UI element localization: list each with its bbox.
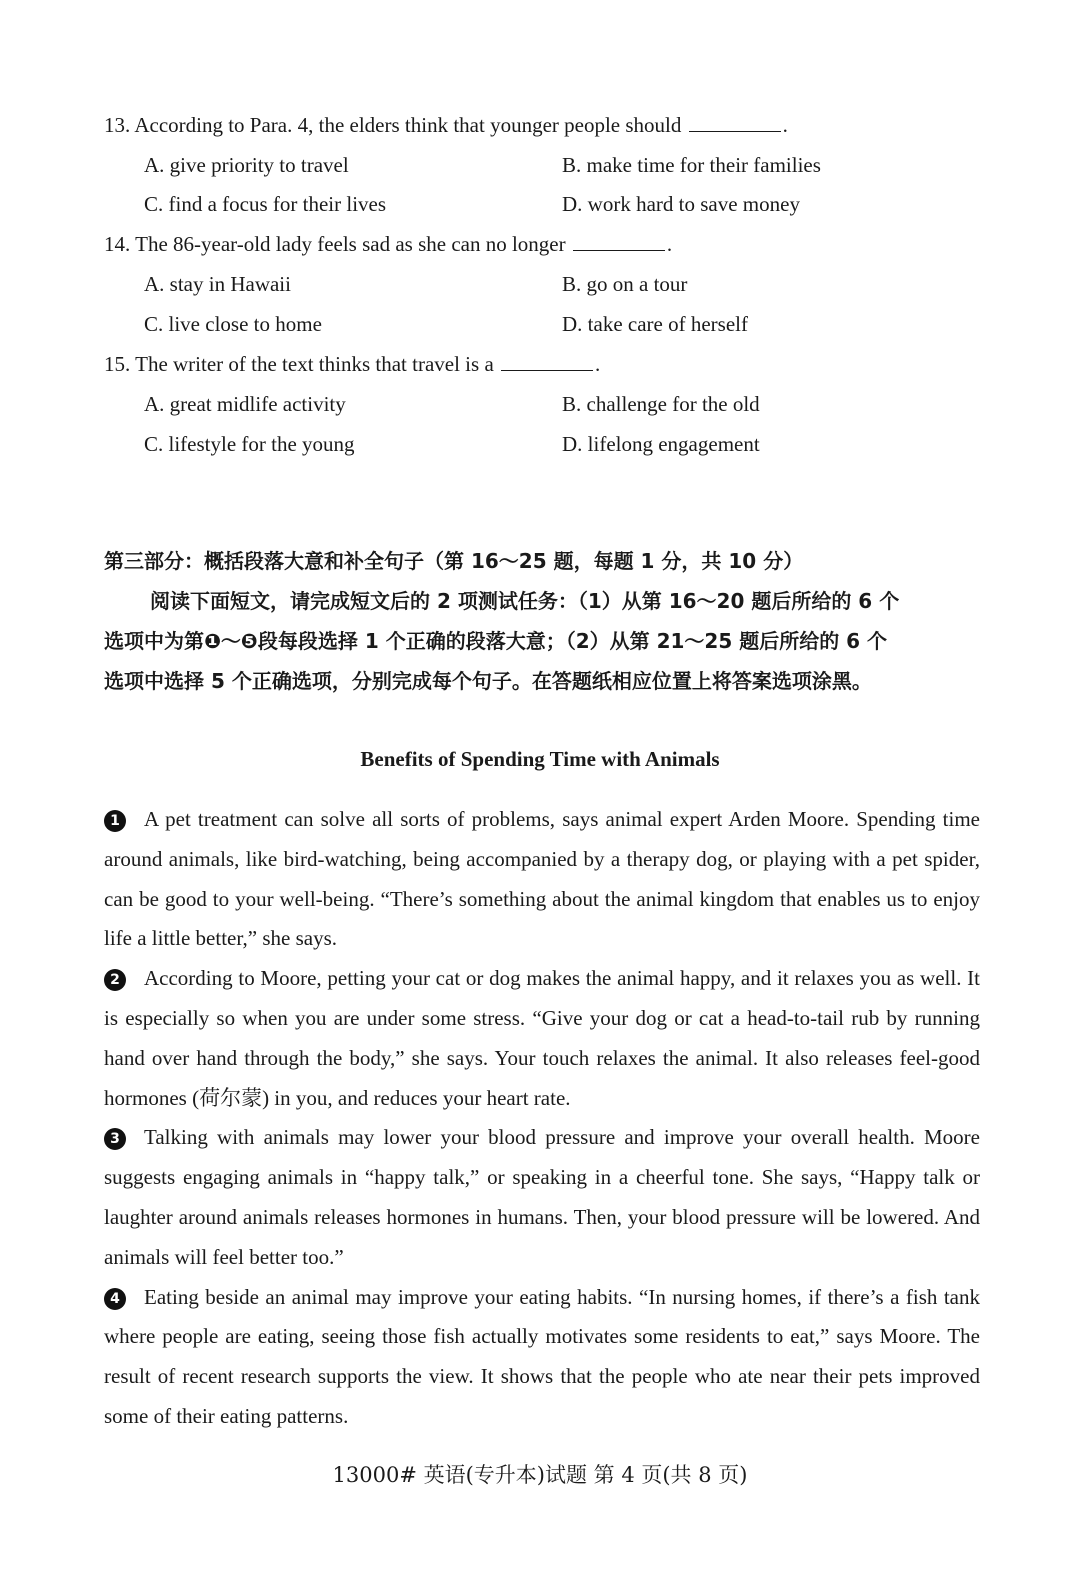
section-3-heading: 第三部分：概括段落大意和补全句子（第 16～25 题，每题 1 分，共 10 分） [104,549,804,573]
question-14-period: . [666,232,673,256]
paragraph-number-badge: 1 [104,810,126,832]
paragraph-number-badge: 4 [104,1288,126,1310]
page-footer: 13000# 英语(专升本)试题 第 4 页(共 8 页) [332,1463,748,1487]
question-14-stem [104,229,672,259]
paragraph-1 [104,800,980,959]
paragraph-number-badge: 3 [104,1128,126,1150]
question-15-option-c: C. lifestyle for the young [144,432,355,456]
paragraph-3-text: Talking with animals may lower your blood pressure and improve your overall health. Moore suggests engaging animals in “happy talk,” or speaking in a cheerful tone. She says, “Happy talk or laughter around animals releases hormones in humans. Then, your blood pressure will be lowered. And animals will feel better too.” [104,1125,980,1269]
question-14-text: 14. The 86-year-old lady feels sad as she can no longer [104,232,566,256]
section-3-instruction-line-3: 选项中选择 5 个正确选项，分别完成每个句子。在答题纸相应位置上将答案选项涂黑。 [104,669,872,693]
question-13-option-d: D. work hard to save money [562,192,800,216]
question-13-stem [104,110,788,140]
question-14-option-c: C. live close to home [144,312,322,336]
question-15-option-b: B. challenge for the old [562,392,760,416]
question-15-option-a: A. great midlife activity [144,392,346,416]
paragraph-number-badge: 2 [104,969,126,991]
paragraph-1-text: A pet treatment can solve all sorts of problems, says animal expert Arden Moore. Spending time around animals, like bird-watching, being accompanied by a therapy dog, or playing with a pet spider, can be good to your well-being. “There’s something about the animal kingdom that enables us to enjoy life a little better,” she says. [104,807,980,951]
question-13-option-b: B. make time for their families [562,153,821,177]
question-13-option-c: C. find a focus for their lives [144,192,387,216]
paragraph-4-text: Eating beside an animal may improve your eating habits. “In nursing homes, if there’s a fish tank where people are eating, seeing those fish actually motivates some residents to eat,” says Moore. The result of recent research supports the view. It shows that the people who ate near their pets improved some of their eating patterns. [104,1284,980,1428]
article-title: Benefits of Spending Time with Animals [360,747,720,771]
question-14-option-b: B. go on a tour [562,272,688,296]
paragraph-4 [104,1278,980,1437]
question-15-text: 15. The writer of the text thinks that travel is a [104,352,494,376]
paragraph-2-text: According to Moore, petting your cat or dog makes the animal happy, and it relaxes you as well. It is especially so when you are under some stress. “Give your dog or cat a head-to-tail rub by running hand over hand through the body,” she says. Your touch relaxes the animal. It also releases feel-good hormones (荷尔蒙) in you, and reduces your heart rate. [104,966,980,1110]
section-3-instruction-line-2: 选项中为第❶～❺段每段选择 1 个正确的段落大意；（2）从第 21～25 题后所给的 6 个 [104,629,888,653]
question-13-text: 13. According to Para. 4, the elders think that younger people should [104,113,682,137]
section-3-instruction-line-1: 阅读下面短文，请完成短文后的 2 项测试任务：（1）从第 16～20 题后所给的 6 个 [150,589,900,613]
paragraph-2 [104,959,980,1118]
answer-blank [501,352,593,371]
article-body [104,800,980,1437]
paragraph-3 [104,1118,980,1277]
question-15-period: . [595,352,601,376]
question-15-option-d: D. lifelong engagement [562,432,760,456]
question-15-stem [104,349,600,379]
question-13-period: . [782,113,788,137]
question-13-option-a: A. give priority to travel [144,153,349,177]
answer-blank [689,113,781,132]
answer-blank [573,232,665,251]
question-14-option-d: D. take care of herself [562,312,748,336]
question-14-option-a: A. stay in Hawaii [144,272,291,296]
